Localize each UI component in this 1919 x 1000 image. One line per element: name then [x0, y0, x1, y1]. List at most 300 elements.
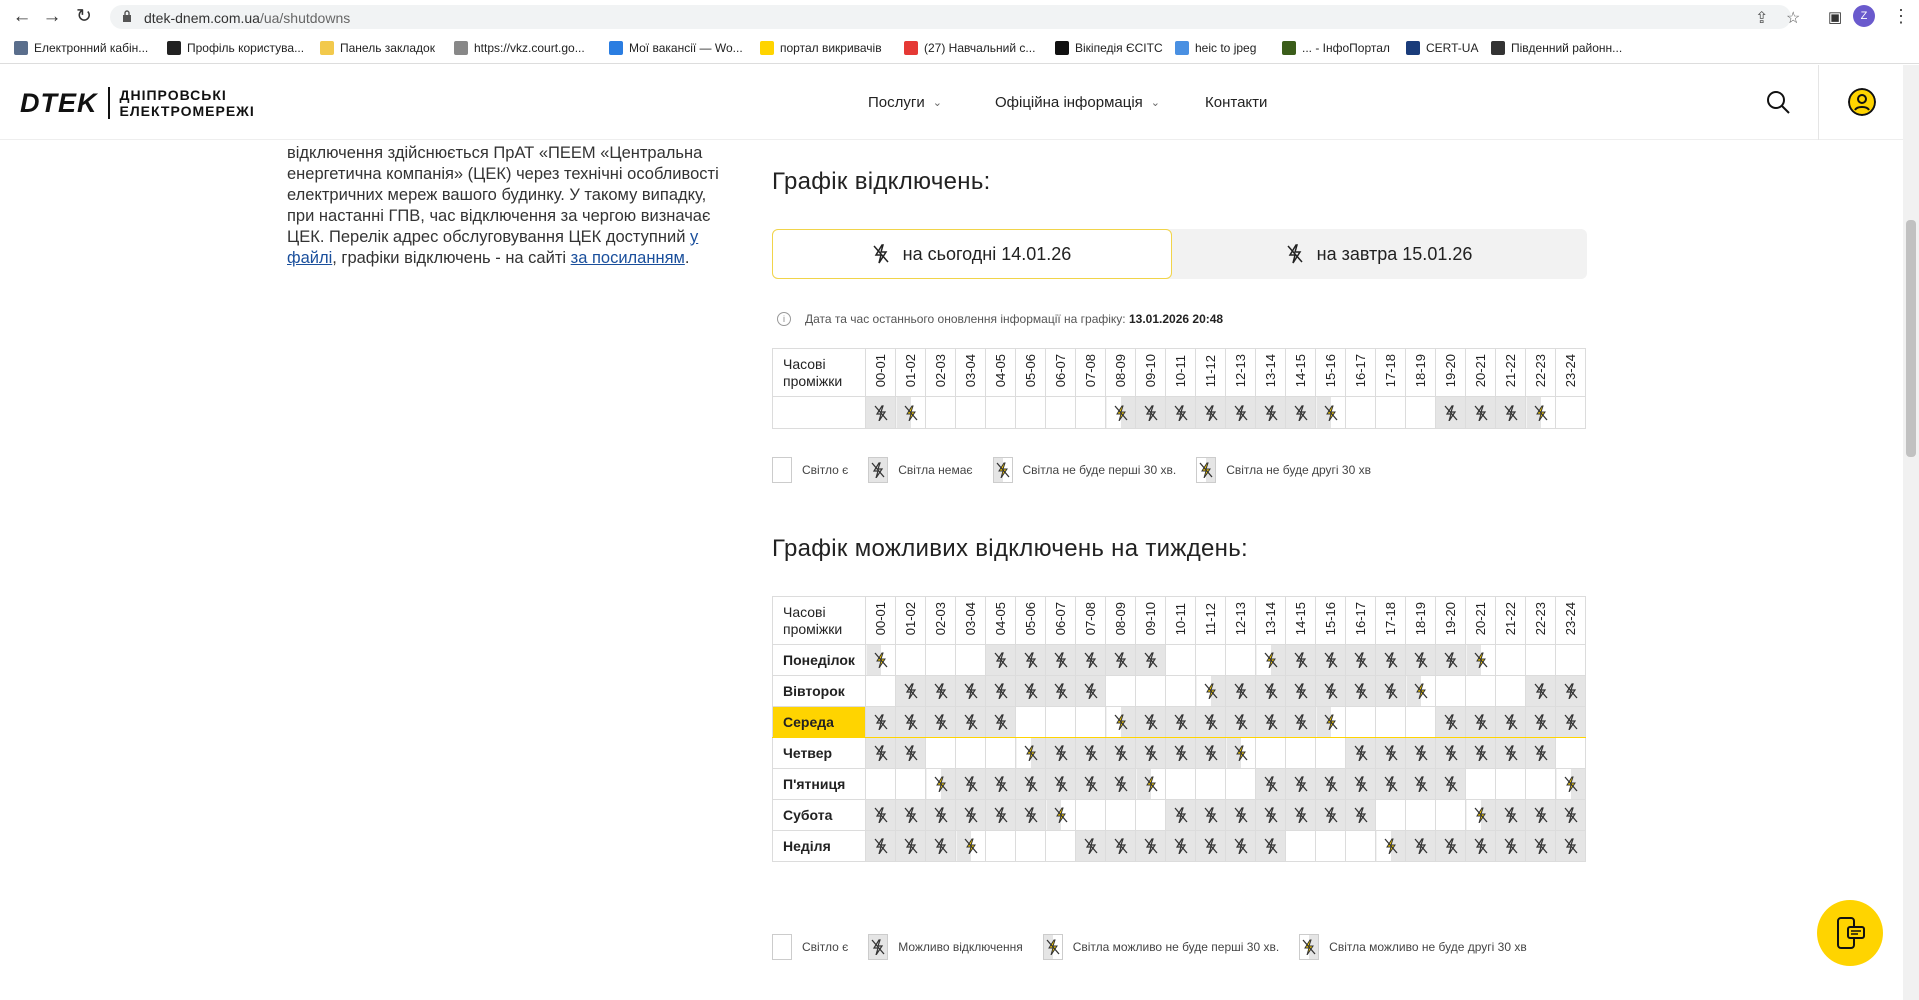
partial-power-icon: [1474, 652, 1488, 668]
schedule-cell-off: [1226, 800, 1256, 831]
no-power-icon: [1444, 652, 1458, 668]
no-power-icon: [1414, 652, 1428, 668]
time-slot-label: 03-04: [963, 602, 978, 636]
no-power-icon: [1264, 405, 1278, 421]
no-power-icon: [1054, 745, 1068, 761]
schedule-cell-on: [1106, 676, 1136, 707]
time-slot-label: 23-24: [1563, 602, 1578, 636]
bookmark-item[interactable]: [609, 41, 743, 55]
time-slot-header: [926, 349, 956, 397]
schedule-cell-half2: [1016, 738, 1046, 769]
bookmark-label: Південний районн...: [1511, 41, 1623, 55]
schedule-cell-off: [866, 831, 896, 862]
bookmark-label: Вікіпедія ЄСІТС: [1075, 41, 1163, 55]
schedule-cell-off: [1256, 676, 1286, 707]
time-slot-header: [1406, 349, 1436, 397]
bookmark-favicon-icon: [609, 41, 623, 55]
partial-power-icon: [1204, 683, 1218, 699]
schedule-cell-off: [1256, 831, 1286, 862]
schedule-cell-off: [1376, 738, 1406, 769]
legend-label: Світло є: [802, 463, 849, 477]
schedule-cell-off: [1466, 707, 1496, 738]
time-slot-label: 16-17: [1353, 602, 1368, 636]
menu-contacts[interactable]: Контакти: [1205, 94, 1268, 111]
no-power-icon: [1054, 683, 1068, 699]
schedule-cell-half1: [1316, 707, 1346, 738]
schedule-cell-off: [1196, 397, 1226, 429]
time-slot-header: [1286, 597, 1316, 645]
menu-official-info[interactable]: Офіційна інформація ⌄: [995, 94, 1160, 111]
time-slot-header: [926, 597, 956, 645]
time-slot-header: [896, 597, 926, 645]
info-paragraph: відключення здійснюється ПрАТ «ПЕЕМ «Центральна енергетична компанія» (ЦЕК) через технічні особливості електричних мереж вашого будинку. У такому випадку, при настанні ГПВ, час відключення за чергою визначає ЦЕК. Перелік адрес обслуговування ЦЕК доступний: [287, 144, 719, 246]
schedule-cell-on: [956, 738, 986, 769]
legend-swatch: [772, 457, 792, 483]
schedule-cell-half1: [1316, 397, 1346, 429]
bookmark-favicon-icon: [1406, 41, 1420, 55]
bookmark-favicon-icon: [1175, 41, 1189, 55]
schedule-cell-off: [986, 645, 1016, 676]
bookmark-item[interactable]: [167, 41, 304, 55]
schedule-cell-off: [1136, 831, 1166, 862]
menu-services[interactable]: Послуги ⌄: [868, 94, 942, 111]
time-slot-label: 17-18: [1383, 602, 1398, 636]
schedule-cell-off: [1346, 738, 1376, 769]
update-value: 13.01.2026 20:48: [1129, 312, 1224, 326]
no-power-icon: [871, 462, 885, 478]
no-power-icon: [1174, 405, 1188, 421]
no-power-icon: [1504, 745, 1518, 761]
no-power-icon: [964, 683, 978, 699]
schedule-cell-off: [956, 707, 986, 738]
time-slot-label: 00-01: [873, 602, 888, 636]
no-power-icon: [994, 683, 1008, 699]
bookmark-favicon-icon: [167, 41, 181, 55]
legend-swatch: [1043, 934, 1063, 960]
time-slot-header: [1376, 597, 1406, 645]
time-slot-header: [1526, 349, 1556, 397]
time-slot-label: 09-10: [1143, 602, 1158, 636]
schedule-cell-on: [1556, 645, 1586, 676]
schedule-cell-off: [1376, 676, 1406, 707]
schedule-cell-on: [1016, 831, 1046, 862]
week-schedule-title: Графік можливих відключень на тиждень:: [772, 535, 1248, 562]
time-slots-header: Часові проміжки: [773, 349, 866, 397]
bookmark-favicon-icon: [904, 41, 918, 55]
time-slot-header: [1466, 597, 1496, 645]
time-slot-header: [1346, 349, 1376, 397]
day-label: П'ятниця: [773, 769, 866, 800]
time-slot-label: 02-03: [933, 602, 948, 636]
partial-power-icon: [1302, 939, 1316, 955]
no-power-icon: [1534, 745, 1548, 761]
schedule-cell-off: [1166, 397, 1196, 429]
schedule-cell-off: [1226, 397, 1256, 429]
bookmark-item[interactable]: [1055, 41, 1163, 55]
left-info-text: [287, 143, 737, 269]
phone-chat-icon: [1832, 915, 1868, 951]
time-slot-header: [1436, 349, 1466, 397]
bookmark-item[interactable]: [1491, 41, 1622, 55]
time-slot-label: 20-21: [1473, 602, 1488, 636]
no-power-icon: [1174, 714, 1188, 730]
no-power-icon: [1024, 807, 1038, 823]
schedule-cell-off: [1076, 769, 1106, 800]
schedule-cell-off: [1016, 676, 1046, 707]
time-slot-header: [1226, 597, 1256, 645]
no-power-icon: [1414, 776, 1428, 792]
partial-power-icon: [904, 405, 918, 421]
tab-today[interactable]: [772, 229, 1172, 279]
info-icon: i: [777, 312, 791, 326]
no-power-icon: [1384, 745, 1398, 761]
partial-power-icon: [964, 838, 978, 854]
partial-power-icon: [1054, 807, 1068, 823]
schedule-cell-on: [986, 831, 1016, 862]
time-slot-label: 16-17: [1353, 354, 1368, 388]
schedule-cell-on: [1256, 738, 1286, 769]
partial-power-icon: [1264, 652, 1278, 668]
no-power-icon: [1084, 745, 1098, 761]
schedule-cell-off: [1016, 800, 1046, 831]
site-link[interactable]: за посиланням: [570, 249, 685, 267]
no-power-icon: [1444, 405, 1458, 421]
time-slot-label: 10-11: [1173, 602, 1188, 636]
schedule-cell-half1: [896, 397, 926, 429]
no-power-icon: [1414, 745, 1428, 761]
time-slot-label: 11-12: [1203, 354, 1218, 388]
time-slot-header: [1196, 597, 1226, 645]
no-power-icon: [1324, 776, 1338, 792]
schedule-cell-off: [1556, 831, 1586, 862]
no-power-icon: [1474, 745, 1488, 761]
schedule-cell-off: [1256, 769, 1286, 800]
time-slot-label: 08-09: [1113, 354, 1128, 388]
schedule-cell-off: [1526, 676, 1556, 707]
schedule-cell-off: [1076, 645, 1106, 676]
legend-swatch: [993, 457, 1013, 483]
time-slot-label: 07-08: [1083, 354, 1098, 388]
update-info: [777, 312, 1223, 326]
schedule-row: [773, 707, 1586, 738]
schedule-cell-off: [1436, 397, 1466, 429]
schedule-cell-off: [1286, 397, 1316, 429]
no-power-icon: [1084, 776, 1098, 792]
info-period: .: [684, 249, 690, 267]
legend-swatch: [868, 934, 888, 960]
schedule-cell-half1: [1136, 769, 1166, 800]
chevron-down-icon: ⌄: [932, 97, 942, 109]
time-slot-label: 22-23: [1533, 602, 1548, 636]
time-slot-header: [1556, 597, 1586, 645]
bookmark-favicon-icon: [320, 41, 334, 55]
schedule-row: [773, 645, 1586, 676]
schedule-row: [773, 738, 1586, 769]
no-power-icon: [1294, 683, 1308, 699]
file-link[interactable]: у файлі: [287, 228, 699, 267]
no-power-icon: [1564, 714, 1578, 730]
no-power-icon: [904, 745, 918, 761]
bookmark-label: Електронний кабін...: [34, 41, 149, 55]
search-icon[interactable]: [1765, 89, 1791, 115]
schedule-cell-off: [1166, 831, 1196, 862]
no-power-icon: [904, 807, 918, 823]
partial-power-icon: [996, 462, 1010, 478]
schedule-cell-off: [1526, 800, 1556, 831]
schedule-cell-off: [1106, 738, 1136, 769]
no-power-icon: [1294, 807, 1308, 823]
partial-power-icon: [1414, 683, 1428, 699]
no-power-icon: [1084, 838, 1098, 854]
schedule-row: [773, 831, 1586, 862]
time-slot-header: [1316, 597, 1346, 645]
schedule-cell-off: [1496, 397, 1526, 429]
time-slot-header: [986, 349, 1016, 397]
time-slot-label: 07-08: [1083, 602, 1098, 636]
time-slot-label: 14-15: [1293, 354, 1308, 388]
schedule-cell-off: [926, 800, 956, 831]
schedule-cell-half2: [1106, 397, 1136, 429]
no-power-icon: [1384, 683, 1398, 699]
schedule-cell-on: [1286, 831, 1316, 862]
no-power-icon: [994, 776, 1008, 792]
no-power-icon: [1384, 776, 1398, 792]
schedule-cell-off: [1286, 707, 1316, 738]
legend-item: [993, 457, 1177, 483]
schedule-cell-on: [926, 738, 956, 769]
schedule-cell-on: [1376, 397, 1406, 429]
dtek-logo[interactable]: [20, 87, 255, 119]
schedule-cell-half1: [1046, 800, 1076, 831]
schedule-cell-on: [1166, 769, 1196, 800]
no-power-icon: [1204, 807, 1218, 823]
no-power-icon: [1204, 838, 1218, 854]
no-power-icon: [1204, 714, 1218, 730]
legend-label: Можливо відключення: [898, 940, 1023, 954]
no-power-icon: [1204, 405, 1218, 421]
schedule-cell-off: [956, 769, 986, 800]
schedule-cell-off: [1496, 831, 1526, 862]
time-slot-header: [1076, 597, 1106, 645]
scrollbar-thumb[interactable]: [1906, 220, 1916, 457]
schedule-cell-off: [1466, 397, 1496, 429]
time-slot-label: 05-06: [1023, 602, 1038, 636]
schedule-cell-on: [1166, 676, 1196, 707]
schedule-cell-off: [1136, 738, 1166, 769]
user-icon[interactable]: [1848, 88, 1876, 116]
schedule-cell-off: [1286, 676, 1316, 707]
partial-power-icon: [934, 776, 948, 792]
schedule-cell-off: [1496, 707, 1526, 738]
bookmark-favicon-icon: [1282, 41, 1296, 55]
schedule-cell-off: [1436, 738, 1466, 769]
day-label: Неділя: [773, 831, 866, 862]
schedule-cell-on: [1136, 676, 1166, 707]
schedule-cell-off: [896, 800, 926, 831]
no-power-icon: [1504, 405, 1518, 421]
profile-avatar[interactable]: Z: [1853, 5, 1875, 27]
no-power-icon: [1444, 776, 1458, 792]
no-power-icon: [1504, 838, 1518, 854]
time-slot-label: 20-21: [1473, 354, 1488, 388]
no-power-icon: [871, 939, 885, 955]
partial-power-icon: [1564, 776, 1578, 792]
schedule-cell-half2: [1196, 676, 1226, 707]
no-power-icon: [934, 683, 948, 699]
partial-power-icon: [1046, 939, 1060, 955]
no-power-icon: [874, 838, 888, 854]
sidepanel-icon[interactable]: ▣: [1828, 9, 1843, 26]
bookmark-item[interactable]: [904, 41, 1035, 55]
no-power-icon: [1354, 776, 1368, 792]
schedule-cell-off: [1046, 769, 1076, 800]
schedule-cell-on: [1196, 769, 1226, 800]
schedule-cell-on: [1076, 397, 1106, 429]
page-scrollbar[interactable]: [1903, 65, 1919, 1000]
schedule-cell-on: [1406, 707, 1436, 738]
schedule-cell-off: [1286, 800, 1316, 831]
bookmark-item[interactable]: [1282, 41, 1390, 55]
no-power-icon: [1234, 807, 1248, 823]
no-power-icon: [1294, 714, 1308, 730]
schedule-cell-on: [1136, 800, 1166, 831]
schedule-cell-on: [1466, 676, 1496, 707]
reload-icon[interactable]: ↻: [76, 6, 92, 27]
time-slot-header: [1016, 349, 1046, 397]
bookmark-item[interactable]: [760, 41, 882, 55]
address-bar[interactable]: [110, 5, 1801, 29]
schedule-cell-on: [1406, 800, 1436, 831]
schedule-row: [773, 397, 1586, 429]
schedule-cell-off: [1286, 645, 1316, 676]
schedule-cell-off: [1196, 831, 1226, 862]
no-power-icon: [1444, 745, 1458, 761]
time-slot-header: [1346, 597, 1376, 645]
schedule-cell-off: [1556, 800, 1586, 831]
schedule-cell-half2: [1106, 707, 1136, 738]
schedule-cell-off: [1166, 800, 1196, 831]
time-slot-header: [1496, 349, 1526, 397]
legend-label: Світла не буде перші 30 хв.: [1022, 463, 1177, 477]
legend-item: [1299, 934, 1527, 960]
schedule-cell-off: [956, 800, 986, 831]
no-power-icon: [904, 838, 918, 854]
bookmark-favicon-icon: [1491, 41, 1505, 55]
schedule-cell-on: [1526, 769, 1556, 800]
time-slot-header: [1496, 597, 1526, 645]
bookmark-label: ... - ІнфоПортал: [1302, 41, 1390, 55]
time-slot-header: [1256, 349, 1286, 397]
schedule-row: [773, 676, 1586, 707]
tab-tomorrow[interactable]: [1172, 229, 1587, 279]
forward-icon[interactable]: →: [42, 6, 62, 27]
back-icon[interactable]: ←: [12, 6, 32, 27]
time-slot-header: [1046, 349, 1076, 397]
no-power-icon: [934, 807, 948, 823]
schedule-cell-on: [1076, 800, 1106, 831]
time-slot-header: [1316, 349, 1346, 397]
bookmark-label: heic to jpeg: [1195, 41, 1257, 55]
schedule-cell-off: [1016, 769, 1046, 800]
no-power-icon: [1414, 838, 1428, 854]
schedule-cell-off: [1376, 645, 1406, 676]
day-label: Вівторок: [773, 676, 866, 707]
time-slot-header: [1226, 349, 1256, 397]
schedule-cell-off: [1346, 645, 1376, 676]
no-power-icon: [1264, 714, 1278, 730]
schedule-cell-off: [1436, 769, 1466, 800]
legend-item: [772, 457, 848, 483]
menu-kebab-icon[interactable]: ⋮: [1892, 6, 1910, 26]
schedule-cell-on: [1346, 397, 1376, 429]
star-icon[interactable]: ☆: [1786, 10, 1801, 27]
schedule-cell-off: [1346, 769, 1376, 800]
header-row: [773, 349, 1586, 397]
header-row: [773, 597, 1586, 645]
no-power-icon: [874, 745, 888, 761]
lock-icon: [122, 10, 132, 22]
bookmark-item[interactable]: [14, 41, 148, 55]
schedule-row: [773, 800, 1586, 831]
schedule-cell-on: [1376, 800, 1406, 831]
schedule-cell-on: [1106, 800, 1136, 831]
schedule-cell-off: [866, 397, 896, 429]
no-power-icon: [1144, 745, 1158, 761]
bookmark-item[interactable]: [1406, 41, 1478, 55]
logo-separator: [108, 87, 110, 119]
schedule-cell-off: [1376, 769, 1406, 800]
no-power-icon: [1054, 652, 1068, 668]
no-power-icon: [1144, 652, 1158, 668]
no-power-icon: [1354, 683, 1368, 699]
schedule-cell-off: [926, 707, 956, 738]
time-slot-label: 05-06: [1023, 354, 1038, 388]
schedule-cell-off: [1106, 645, 1136, 676]
day-label: Субота: [773, 800, 866, 831]
legend-item: [868, 934, 1023, 960]
time-slot-header: [1136, 349, 1166, 397]
schedule-cell-half1: [1406, 676, 1436, 707]
url-text: dtek-dnem.com.ua/ua/shutdowns: [144, 10, 351, 26]
share-icon[interactable]: ⇪: [1755, 10, 1769, 27]
time-slot-label: 02-03: [933, 354, 948, 388]
no-power-icon: [1114, 838, 1128, 854]
time-slot-header: [1406, 597, 1436, 645]
schedule-cell-on: [1316, 831, 1346, 862]
no-power-icon: [1144, 838, 1158, 854]
schedule-cell-on: [926, 645, 956, 676]
partial-power-icon: [1474, 807, 1488, 823]
no-power-icon: [874, 714, 888, 730]
schedule-cell-half1: [866, 645, 896, 676]
legend-item: [772, 934, 848, 960]
schedule-cell-off: [1316, 645, 1346, 676]
time-slot-label: 08-09: [1113, 602, 1128, 636]
no-power-icon: [1444, 714, 1458, 730]
bookmark-item[interactable]: [1175, 41, 1256, 55]
bookmark-item[interactable]: [320, 41, 435, 55]
chat-button[interactable]: [1817, 900, 1883, 966]
legend-label: Світла можливо не буде перші 30 хв.: [1072, 940, 1280, 954]
schedule-cell-half1: [1466, 645, 1496, 676]
time-slot-label: 17-18: [1383, 354, 1398, 388]
no-power-icon: [1294, 652, 1308, 668]
no-power-icon: [994, 807, 1008, 823]
no-power-icon: [1234, 405, 1248, 421]
schedule-cell-half2: [1466, 800, 1496, 831]
bookmark-item[interactable]: [454, 41, 585, 55]
time-slot-header: [1136, 597, 1166, 645]
